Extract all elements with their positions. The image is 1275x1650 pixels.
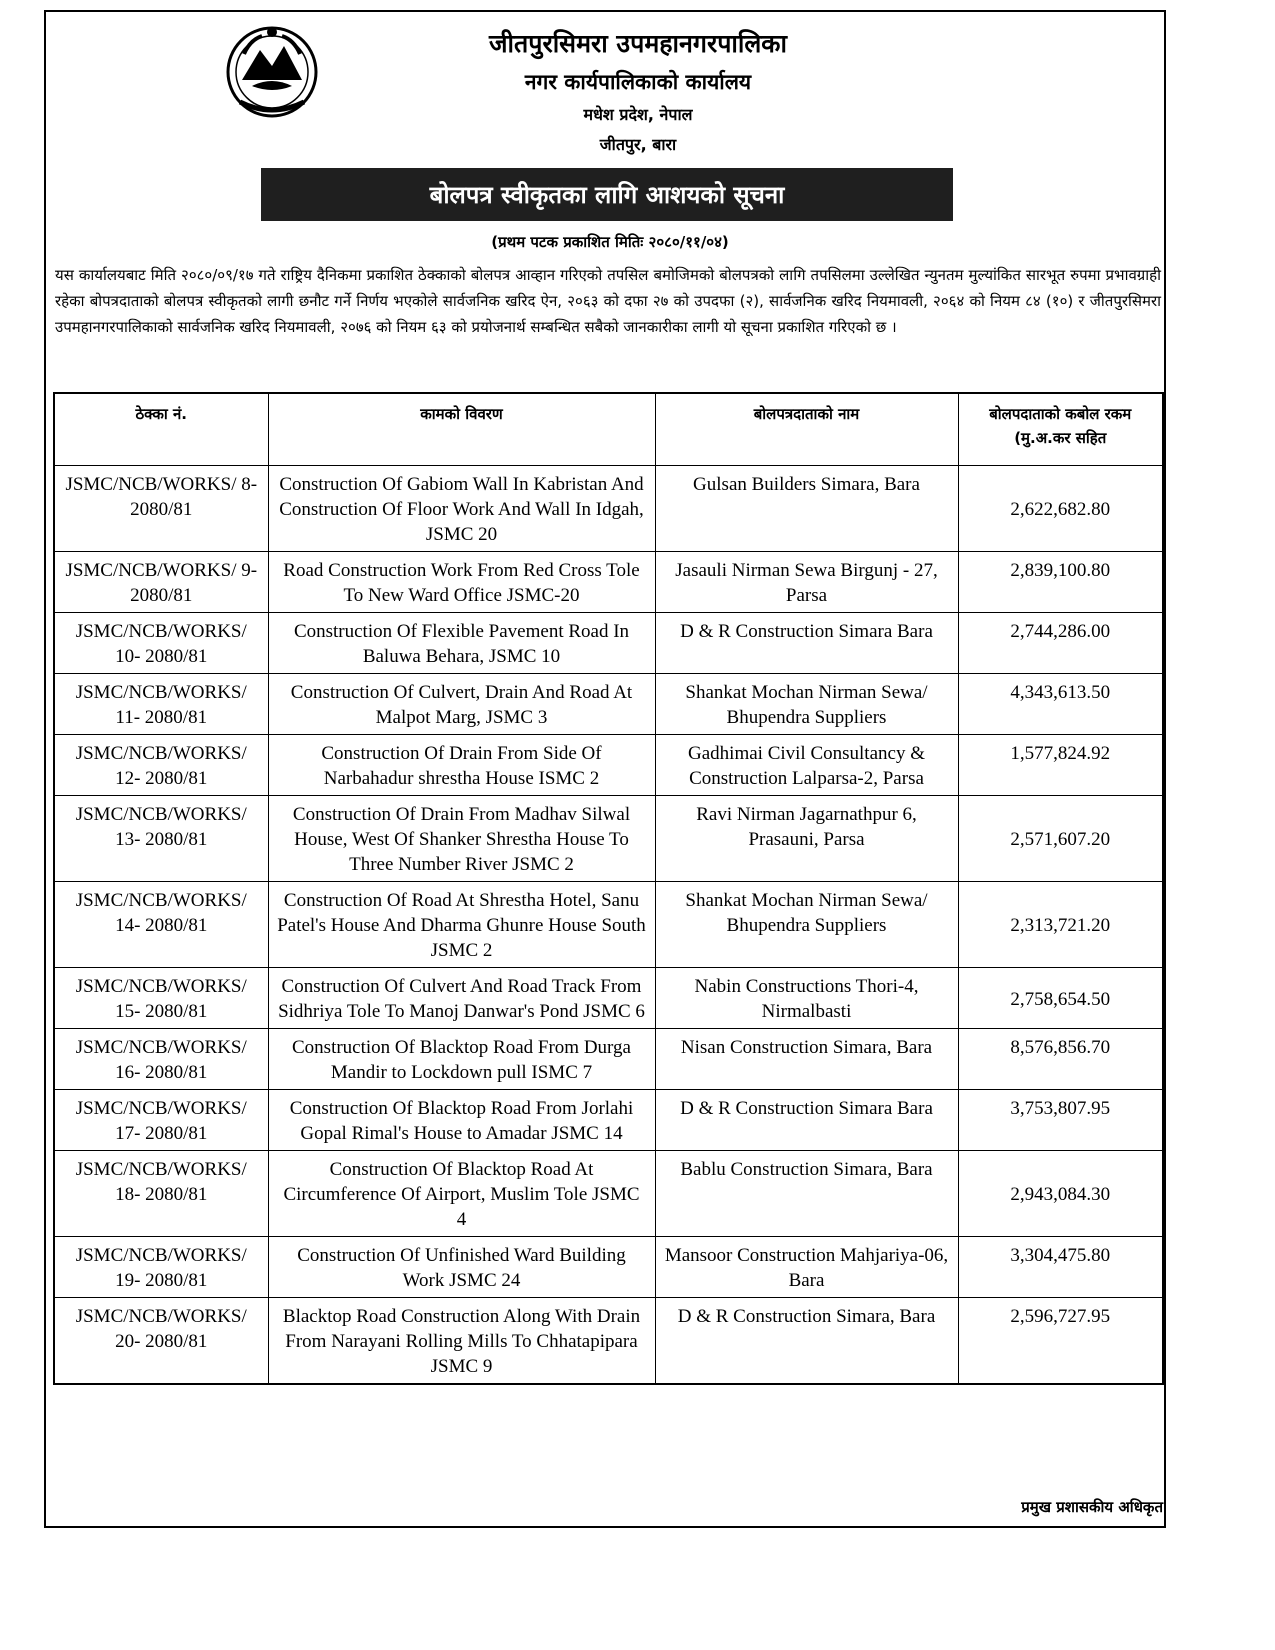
bid-amount-cell: 8,576,856.70	[958, 1029, 1163, 1090]
bid-amount-cell: 2,596,727.95	[958, 1298, 1163, 1385]
contract-number-cell: JSMC/NCB/WORKS/ 10- 2080/81	[54, 613, 268, 674]
contracts-table	[53, 392, 1164, 1385]
province-line: मधेश प्रदेश, नेपाल	[583, 105, 693, 124]
bidder-name-cell: Bablu Construction Simara, Bara	[655, 1151, 958, 1237]
bid-amount-cell: 2,943,084.30	[958, 1151, 1163, 1237]
bid-amount-cell: 3,304,475.80	[958, 1237, 1163, 1298]
table-row	[54, 1029, 1163, 1090]
table-row	[54, 552, 1163, 613]
bid-amount-cell: 2,571,607.20	[958, 796, 1163, 882]
bid-amount-cell: 2,839,100.80	[958, 552, 1163, 613]
table-row	[54, 1298, 1163, 1385]
work-description-cell: Construction Of Drain From Madhav Silwal House, West Of Shanker Shrestha House To Three Number River JSMC 2	[268, 796, 655, 882]
notice-title-banner	[261, 168, 953, 221]
bidder-name-cell: Jasauli Nirman Sewa Birgunj - 27, Parsa	[655, 552, 958, 613]
table-row	[54, 466, 1163, 552]
notice-title: बोलपत्र स्वीकृतका लागि आशयको सूचना	[429, 181, 785, 209]
bid-amount-cell: 2,744,286.00	[958, 613, 1163, 674]
contract-number-cell: JSMC/NCB/WORKS/ 9- 2080/81	[54, 552, 268, 613]
contract-number-cell: JSMC/NCB/WORKS/ 15- 2080/81	[54, 968, 268, 1029]
work-description-cell: Construction Of Drain From Side Of Narbahadur shrestha House ISMC 2	[268, 735, 655, 796]
bid-amount-cell: 4,343,613.50	[958, 674, 1163, 735]
nepal-emblem-logo	[222, 20, 322, 120]
bidder-name-cell: Nabin Constructions Thori-4, Nirmalbasti	[655, 968, 958, 1029]
contract-number-cell: JSMC/NCB/WORKS/ 11- 2080/81	[54, 674, 268, 735]
work-description-cell: Construction Of Gabiom Wall In Kabristan And Construction Of Floor Work And Wall In Idgah, JSMC 20	[268, 466, 655, 552]
bid-amount-cell: 2,758,654.50	[958, 968, 1163, 1029]
contract-number-cell: JSMC/NCB/WORKS/ 14- 2080/81	[54, 882, 268, 968]
table-row	[54, 1090, 1163, 1151]
work-description-cell: Construction Of Blacktop Road From Jorlahi Gopal Rimal's House to Amadar JSMC 14	[268, 1090, 655, 1151]
contract-number-cell: JSMC/NCB/WORKS/ 13- 2080/81	[54, 796, 268, 882]
bidder-name-cell: D & R Construction Simara Bara	[655, 1090, 958, 1151]
bidder-name-cell: Nisan Construction Simara, Bara	[655, 1029, 958, 1090]
contract-number-cell: JSMC/NCB/WORKS/ 17- 2080/81	[54, 1090, 268, 1151]
office-name: नगर कार्यपालिकाको कार्यालय	[524, 70, 752, 94]
bidder-name-cell: Gulsan Builders Simara, Bara	[655, 466, 958, 552]
column-header-contract-no: ठेक्का नं.	[54, 393, 268, 466]
work-description-cell: Construction Of Blacktop Road At Circumference Of Airport, Muslim Tole JSMC 4	[268, 1151, 655, 1237]
table-row	[54, 796, 1163, 882]
bidder-name-cell: Gadhimai Civil Consultancy & Construction Lalparsa-2, Parsa	[655, 735, 958, 796]
table-header-row	[54, 393, 1163, 466]
contract-number-cell: JSMC/NCB/WORKS/ 18- 2080/81	[54, 1151, 268, 1237]
table-row	[54, 674, 1163, 735]
table-row	[54, 882, 1163, 968]
contract-number-cell: JSMC/NCB/WORKS/ 12- 2080/81	[54, 735, 268, 796]
bid-amount-cell: 1,577,824.92	[958, 735, 1163, 796]
bidder-name-cell: Shankat Mochan Nirman Sewa/ Bhupendra Suppliers	[655, 882, 958, 968]
bidder-name-cell: Mansoor Construction Mahjariya-06, Bara	[655, 1237, 958, 1298]
column-header-bidder: बोलपत्रदाताको नाम	[655, 393, 958, 466]
work-description-cell: Construction Of Culvert, Drain And Road At Malpot Marg, JSMC 3	[268, 674, 655, 735]
contract-number-cell: JSMC/NCB/WORKS/ 20- 2080/81	[54, 1298, 268, 1385]
contract-number-cell: JSMC/NCB/WORKS/ 16- 2080/81	[54, 1029, 268, 1090]
table-row	[54, 1237, 1163, 1298]
bid-amount-cell: 2,313,721.20	[958, 882, 1163, 968]
bid-amount-cell: 3,753,807.95	[958, 1090, 1163, 1151]
work-description-cell: Construction Of Road At Shrestha Hotel, Sanu Patel's House And Dharma Ghunre House South JSMC 2	[268, 882, 655, 968]
bid-amount-cell: 2,622,682.80	[958, 466, 1163, 552]
table-row	[54, 613, 1163, 674]
bidder-name-cell: D & R Construction Simara Bara	[655, 613, 958, 674]
table-row	[54, 735, 1163, 796]
contract-number-cell: JSMC/NCB/WORKS/ 19- 2080/81	[54, 1237, 268, 1298]
work-description-cell: Road Construction Work From Red Cross Tole To New Ward Office JSMC-20	[268, 552, 655, 613]
signoff-title: प्रमुख प्रशासकीय अधिकृत	[1021, 1498, 1163, 1516]
location-line: जीतपुर, बारा	[599, 135, 677, 154]
intro-paragraph: यस कार्यालयबाट मिति २०८०/०९/१७ गते राष्ट्रिय दैनिकमा प्रकाशित ठेक्काको बोलपत्र आव्हान गरिएको तपसिल बमोजिमको बोलपत्रको लागि तपसिलमा उल्लेखित न्युनतम मुल्यांकित सारभूत रुपमा प्रभावग्राही रहेका बोपत्रदाताको बोलपत्र स्वीकृतको लागी छनौट गर्ने निर्णय भएकोले सार्वजनिक खरिद ऐन, २०६३ को दफा २७ को उपदफा (२), सार्वजनिक खरिद नियमावली, २०६४ को नियम ८४ (१०) र जीतपुरसिमरा उपमहानगरपालिकाको सार्वजनिक खरिद नियमावली, २०७६ को नियम ६३ को प्रयोजनार्थ सम्बन्धित सबैको जानकारीका लागी यो सूचना प्रकाशित गरिएको छ ।	[55, 266, 1161, 336]
bidder-name-cell: D & R Construction Simara, Bara	[655, 1298, 958, 1385]
municipality-name: जीतपुरसिमरा उपमहानगरपालिका	[489, 29, 787, 58]
work-description-cell: Construction Of Blacktop Road From Durga Mandir to Lockdown pull ISMC 7	[268, 1029, 655, 1090]
bidder-name-cell: Ravi Nirman Jagarnathpur 6, Prasauni, Parsa	[655, 796, 958, 882]
work-description-cell: Blacktop Road Construction Along With Drain From Narayani Rolling Mills To Chhatapipara JSMC 9	[268, 1298, 655, 1385]
work-description-cell: Construction Of Flexible Pavement Road In Baluwa Behara, JSMC 10	[268, 613, 655, 674]
contract-number-cell: JSMC/NCB/WORKS/ 8- 2080/81	[54, 466, 268, 552]
work-description-cell: Construction Of Unfinished Ward Building Work JSMC 24	[268, 1237, 655, 1298]
table-row	[54, 968, 1163, 1029]
bidder-name-cell: Shankat Mochan Nirman Sewa/ Bhupendra Suppliers	[655, 674, 958, 735]
table-row	[54, 1151, 1163, 1237]
published-date: (प्रथम पटक प्रकाशित मितिः २०८०/११/०४)	[491, 233, 729, 251]
column-header-description: कामको विवरण	[268, 393, 655, 466]
column-header-amount: बोलपदाताको कबोल रकम (मु.अ.कर सहित	[958, 393, 1163, 466]
work-description-cell: Construction Of Culvert And Road Track From Sidhriya Tole To Manoj Danwar's Pond JSMC 6	[268, 968, 655, 1029]
